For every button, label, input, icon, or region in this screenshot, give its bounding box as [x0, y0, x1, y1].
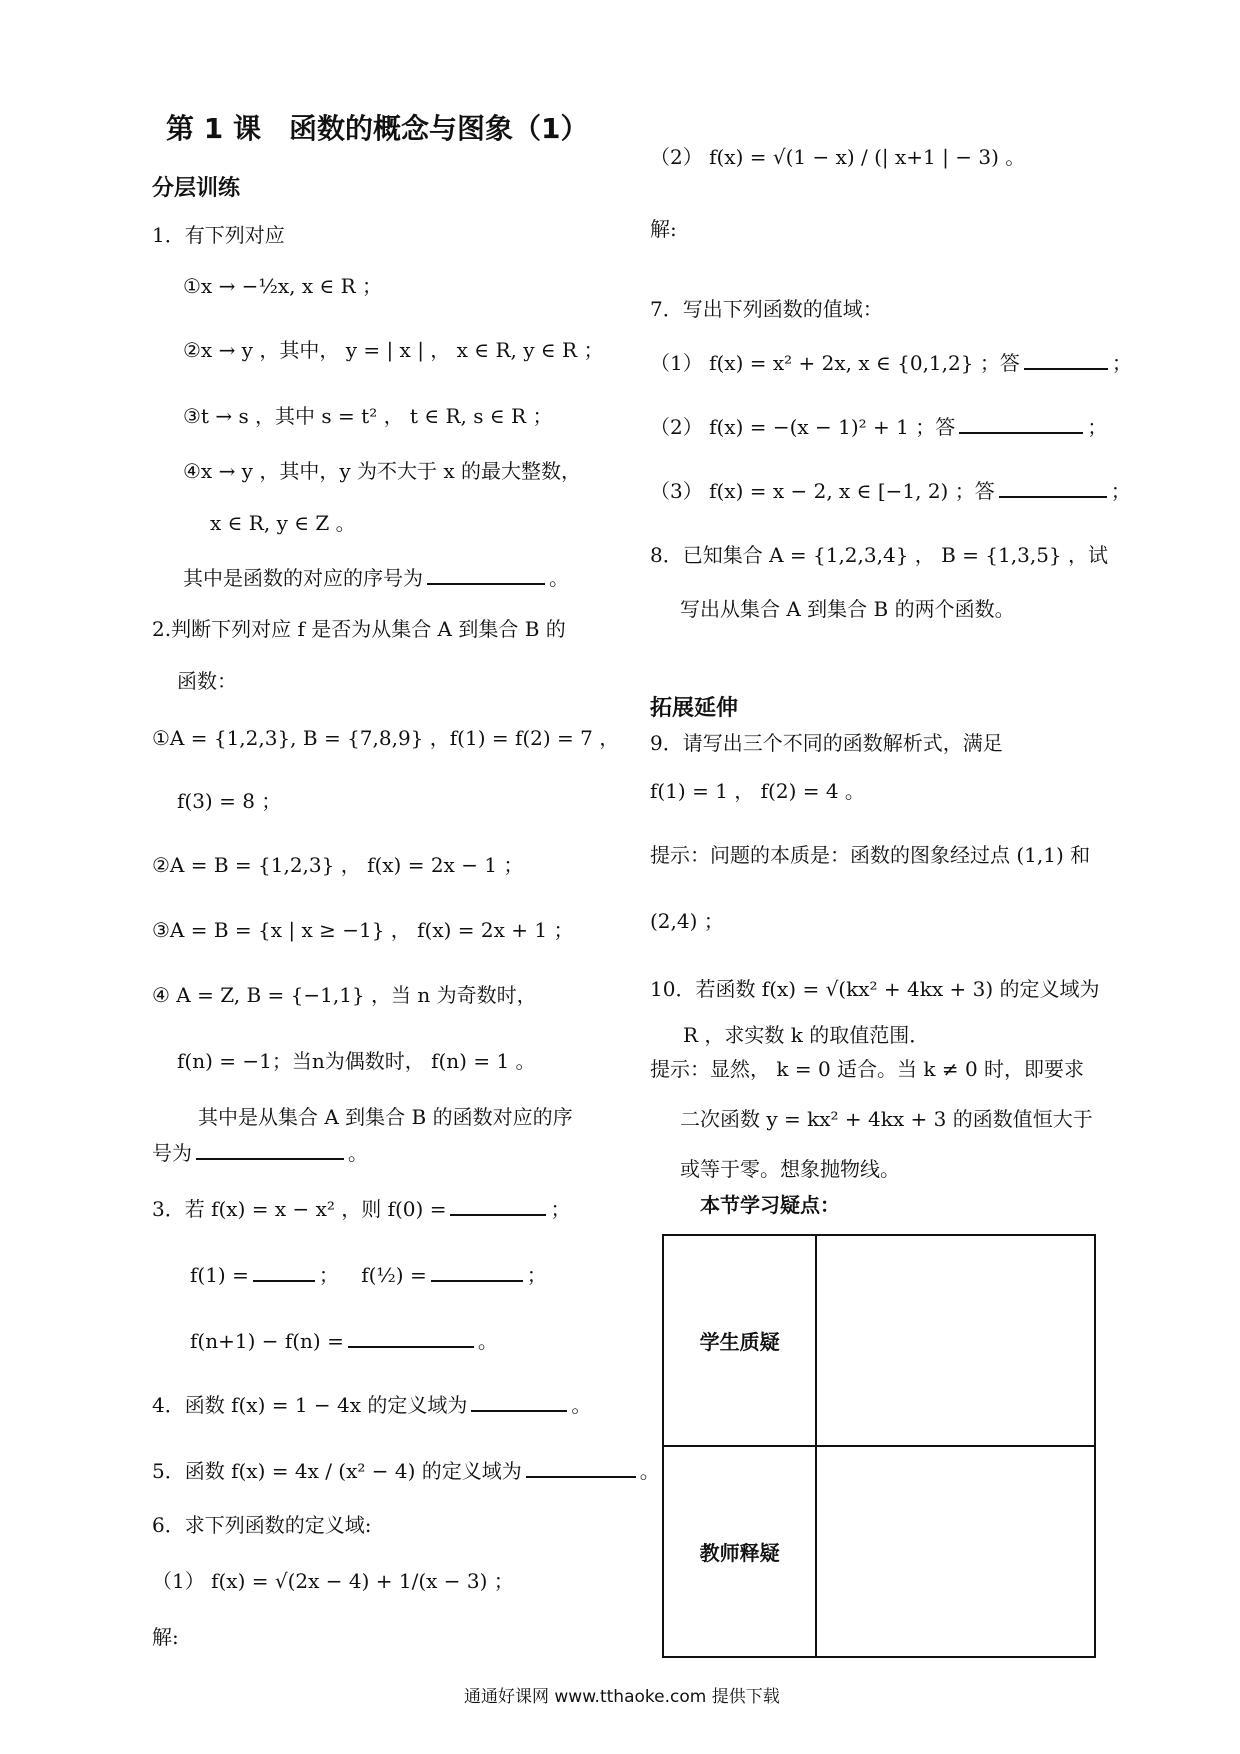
q7-item-2: （2） f(x) = −(x − 1)² + 1 ；答 ； [650, 415, 1108, 439]
q2-stem: 2.判断下列对应 f 是否为从集合 A 到集合 B 的 [152, 617, 566, 641]
q3-blank-diff[interactable] [348, 1328, 474, 1348]
q1-stem: 1．有下列对应 [152, 223, 285, 247]
q9-line-2: f(1) = 1 ， f(2) = 4 。 [650, 779, 865, 803]
q2-stem-cont: 函数： [177, 669, 237, 693]
q6-item-2: （2） f(x) = √(1 − x) / (| x+1 | − 3) 。 [650, 145, 1026, 169]
section-heading-extension: 拓展延伸 [650, 696, 739, 721]
q10-hint-line-2: 二次函数 y = kx² + 4kx + 3 的函数值恒大于 [680, 1107, 1093, 1131]
q10-line-1: 10．若函数 f(x) = √(kx² + 4kx + 3) 的定义域为 [650, 977, 1100, 1001]
table-row [663, 1446, 1095, 1657]
section-heading-layered-training: 分层训练 [152, 176, 241, 201]
page-title: 第 1 课 函数的概念与图象（1） [166, 112, 589, 145]
q8-line-2: 写出从集合 A 到集合 B 的两个函数。 [680, 597, 1015, 621]
student-questions-cell[interactable] [816, 1235, 1095, 1446]
q3-line-3: f(n+1) − f(n) = 。 [190, 1329, 498, 1353]
q7-item-1: （1） f(x) = x² + 2x, x ∈ {0,1,2} ；答 ； [650, 351, 1132, 375]
q2-item-4-cont: f(n) = −1；当n为偶数时， f(n) = 1 。 [177, 1049, 536, 1073]
q4: 4．函数 f(x) = 1 − 4x 的定义域为 。 [152, 1393, 592, 1417]
q2-question: 其中是从集合 A 到集合 B 的函数对应的序 [198, 1105, 573, 1129]
q2-item-2: ②A = B = {1,2,3} ， f(x) = 2x − 1 ； [152, 853, 524, 877]
q5: 5．函数 f(x) = 4x / (x² − 4) 的定义域为 。 [152, 1459, 660, 1483]
q1-item-4: ④x → y ，其中，y 为不大于 x 的最大整数， [183, 459, 581, 483]
q6-2-solution-label: 解: [650, 217, 677, 241]
footer-credit: 通通好课网 www.tthaoke.com 提供下载 [464, 1687, 780, 1707]
q5-answer-blank[interactable] [526, 1458, 636, 1478]
q1-item-3: ③t → s ，其中 s = t² ， t ∈ R, s ∈ R ； [183, 404, 553, 428]
q9-line-1: 9．请写出三个不同的函数解析式，满足 [650, 731, 1003, 755]
q7-stem: 7．写出下列函数的值域： [650, 297, 883, 321]
q7-1-answer-blank[interactable] [1024, 350, 1108, 370]
q4-answer-blank[interactable] [471, 1392, 567, 1412]
q9-hint: 提示：问题的本质是：函数的图象经过点 (1,1) 和 [650, 843, 1091, 867]
q3-line-2: f(1) = ； f(½) = ； [190, 1263, 547, 1287]
q3-blank-f0[interactable] [450, 1196, 546, 1216]
q1-item-1: ①x → −½x, x ∈ R ； [183, 274, 383, 298]
q10-hint: 提示：显然， k = 0 适合。当 k ≠ 0 时，即要求 [650, 1057, 1085, 1081]
q6-stem: 6．求下列函数的定义域: [152, 1513, 372, 1537]
q3-line-1: 3．若 f(x) = x − x² ，则 f(0) = ； [152, 1197, 571, 1221]
q6-item-1: （1） f(x) = √(2x − 4) + 1/(x − 3) ； [152, 1569, 514, 1593]
q7-item-3: （3） f(x) = x − 2, x ∈ [−1, 2) ；答 ； [650, 479, 1131, 503]
doubts-heading: 本节学习疑点： [700, 1193, 840, 1217]
q2-item-1: ①A = {1,2,3}, B = {7,8,9} ，f(1) = f(2) = 7 ， [152, 726, 620, 750]
teacher-answers-label: 教师释疑 [663, 1446, 816, 1657]
table-row [663, 1235, 1095, 1446]
q9-hint-cont: (2,4) ； [650, 909, 724, 933]
teacher-answers-cell[interactable] [816, 1446, 1095, 1657]
q2-answer-blank[interactable] [196, 1140, 344, 1160]
q2-item-3: ③A = B = {x | x ≥ −1} ， f(x) = 2x + 1 ； [152, 918, 574, 942]
q2-item-4: ④ A = Z, B = {−1,1} ，当 n 为奇数时， [152, 983, 537, 1007]
q1-question: 其中是函数的对应的序号为 。 [183, 566, 569, 590]
q2-item-1-cont: f(3) = 8 ； [177, 789, 282, 813]
q2-question-cont: 号为 。 [152, 1141, 368, 1165]
doubts-table [662, 1234, 1096, 1658]
q6-solution-label: 解: [152, 1625, 179, 1649]
q3-blank-fhalf[interactable] [431, 1262, 523, 1282]
student-questions-label: 学生质疑 [663, 1235, 816, 1446]
q10-hint-line-3: 或等于零。想象抛物线。 [680, 1157, 900, 1181]
q1-question-text: 其中是函数的对应的序号为 [183, 566, 423, 590]
q8-line-1: 8．已知集合 A = {1,2,3,4} ， B = {1,3,5} ，试 [650, 543, 1108, 567]
q1-item-4-cont: x ∈ R, y ∈ Z 。 [210, 511, 356, 535]
q1-answer-blank[interactable] [427, 565, 545, 585]
q10-line-2: R ，求实数 k 的取值范围． [683, 1023, 930, 1047]
q7-2-answer-blank[interactable] [959, 414, 1083, 434]
q1-item-2: ②x → y ，其中， y = | x | ， x ∈ R, y ∈ R ； [183, 338, 604, 362]
q7-3-answer-blank[interactable] [999, 478, 1107, 498]
q3-blank-f1[interactable] [253, 1262, 315, 1282]
